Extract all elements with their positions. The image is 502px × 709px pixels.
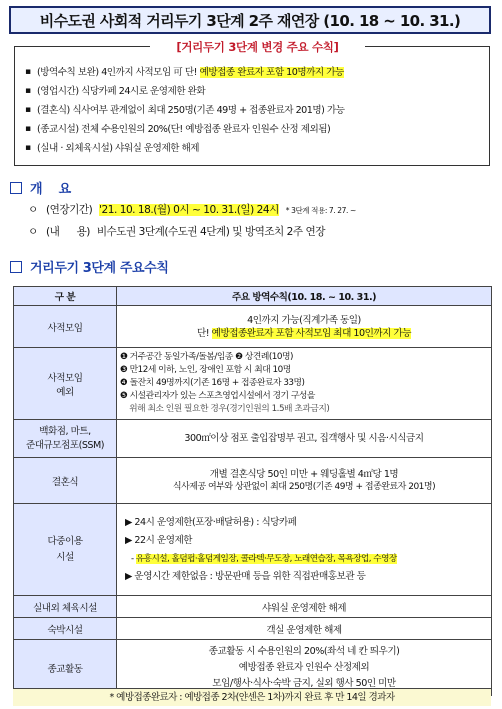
header-rules: 주요 방역수칙(10. 18. ~ 10. 31.) — [117, 287, 492, 306]
table-row — [14, 420, 492, 458]
square-icon — [10, 182, 22, 194]
row-line: 개별 결혼식당 50인 미만 + 웨딩홀별 4㎡당 1명 — [209, 468, 399, 480]
row-category: 숙박시설 — [14, 618, 117, 640]
row-content: 샤워실 운영제한 해제 — [117, 596, 492, 618]
row-line: ❸ 만12세 이하, 노인, 장애인 포함 시 최대 10명 — [120, 365, 291, 375]
row-content: ▶ 24시 운영제한(포장·배달허용) : 식당카페 ▶ 22시 운영제한 - 유흥시설, 홀덤펍·홀덤게임장, 콜라텍·무도장, 노래연습장, 목욕장업, 수영장 ▶ 운영시간 제한없음 : 방문판매 등을 위한 직접판매홍보관 등 — [117, 504, 492, 596]
overview-heading — [10, 178, 71, 197]
row-line: ▶ 24시 운영제한(포장·배달허용) : 식당카페 — [125, 516, 297, 528]
rules-heading — [10, 257, 168, 276]
row-line: 모임/행사·식사·숙박 금지, 실외 행사 50인 미만 — [212, 677, 396, 689]
row-category: 사적모임 예외 — [14, 348, 117, 420]
overview-item-period — [28, 202, 356, 219]
summary-text: (방역수칙 보완) 4인까지 사적모임 可 단! — [37, 67, 200, 78]
summary-text: (영업시간) 식당카페 24시로 운영제한 완화 — [37, 86, 206, 97]
highlight-text: 예방접종 완료자 포함 10명까지 가능 — [199, 67, 344, 78]
row-line: 300㎡이상 점포 출입잡명부 권고, 집객행사 및 시음·시식금지 — [184, 433, 424, 444]
table-row — [14, 504, 492, 596]
row-line: 식사제공 여부와 상관없이 최대 250명(기존 49명 + 접종완료자 201명) — [172, 481, 436, 492]
table-row — [14, 596, 492, 618]
bullet-icon: ㅇ — [28, 226, 38, 238]
highlight-text: '21. 10. 18.(월) 0시 ~ 10. 31.(일) 24시 — [99, 204, 279, 216]
row-category: 실내외 체육시설 — [14, 596, 117, 618]
header-category: 구 분 — [14, 287, 117, 306]
rules-heading-text: 거리두기 3단계 주요수칙 — [30, 261, 169, 276]
row-content — [117, 348, 492, 420]
table-row — [14, 306, 492, 348]
row-line: ❹ 돌잔치 49명까지(기존 16명 + 접종완료자 33명) — [120, 378, 305, 388]
row-line: 종교활동 시 수용인원의 20%(좌석 네 칸 띄우기) — [208, 645, 400, 657]
row-line: ▶ 22시 운영제한 — [125, 534, 193, 546]
row-line: 예방접종 완료자 인원수 산정제외 — [238, 661, 370, 673]
table-row — [14, 618, 492, 640]
table-row — [14, 348, 492, 420]
list-item — [25, 82, 483, 101]
table-row — [14, 458, 492, 504]
row-content — [117, 458, 492, 504]
overview-heading-text: 개 요 — [30, 182, 71, 197]
row-line: ❺ 시설관리자가 있는 스포츠영업시설에서 경기 구성을 — [120, 391, 315, 401]
page-title: 비수도권 사회적 거리두기 3단계 2주 재연장 (10. 18 ~ 10. 31.) — [9, 6, 491, 34]
list-item — [25, 101, 483, 120]
row-content — [117, 420, 492, 458]
summary-box — [14, 40, 490, 166]
overview-item-content — [28, 224, 325, 240]
overview-label: (연장기간) — [46, 204, 93, 216]
list-item — [25, 139, 483, 158]
square-icon — [10, 261, 22, 273]
row-category: 백화점, 마트, 준대규모점포(SSM) — [14, 420, 117, 458]
summary-text: (종교시설) 전체 수용인원의 20%(단! 예방접종 완료자 인원수 산정 제외됨) — [37, 124, 331, 135]
list-item — [25, 120, 483, 139]
row-line: 4인까지 가능(직계가족 동일) — [247, 314, 361, 326]
row-line: 위해 최소 인원 필요한 경우(경기인원의 1.5배 초과금지) — [120, 404, 330, 414]
summary-text: (실내 · 외체육시설) 샤워실 운영제한 해제 — [37, 143, 200, 154]
overview-value: 비수도권 3단계(수도권 4단계) 및 방역조치 2주 연장 — [96, 226, 325, 238]
row-content — [117, 306, 492, 348]
highlight-text: 유흥시설, 홀덤펍·홀덤게임장, 콜라텍·무도장, 노래연습장, 목욕장업, 수영장 — [135, 553, 397, 564]
list-item — [25, 63, 483, 82]
row-category: 사적모임 — [14, 306, 117, 348]
summary-list — [25, 63, 483, 158]
row-line-prefix: 단! — [197, 327, 212, 339]
bullet-icon: ㅇ — [28, 204, 38, 216]
footnote: * 예방접종완료자 : 예방접종 2차(얀센은 1차)까지 완료 후 만 14일 경과자 — [13, 688, 491, 706]
highlight-text: 예방접종완료자 포함 사적모임 최대 10인까지 가능 — [211, 327, 411, 339]
row-category: 다중이용 시설 — [14, 504, 117, 596]
overview-note: * 3단계 적용: 7. 27. ~ — [285, 206, 356, 215]
table-header-row — [14, 287, 492, 306]
row-line: ❶ 거주공간 동일가족/돌봄/임종 ❷ 상견례(10명) — [120, 352, 293, 362]
row-content: 객실 운영제한 해제 — [117, 618, 492, 640]
summary-title: [거리두기 3단계 변경 주요 수칙] — [150, 38, 365, 56]
row-category: 결혼식 — [14, 458, 117, 504]
overview-label: (내 용) — [46, 226, 90, 238]
rules-table — [13, 286, 492, 696]
row-category: 종교활동 — [14, 640, 117, 696]
row-line: ▶ 운영시간 제한없음 : 방문판매 등을 위한 직접판매홍보관 등 — [125, 570, 366, 582]
summary-text: (결혼식) 식사여부 관계없이 최대 250명(기존 49명 + 접종완료자 201명) 가능 — [37, 105, 345, 116]
